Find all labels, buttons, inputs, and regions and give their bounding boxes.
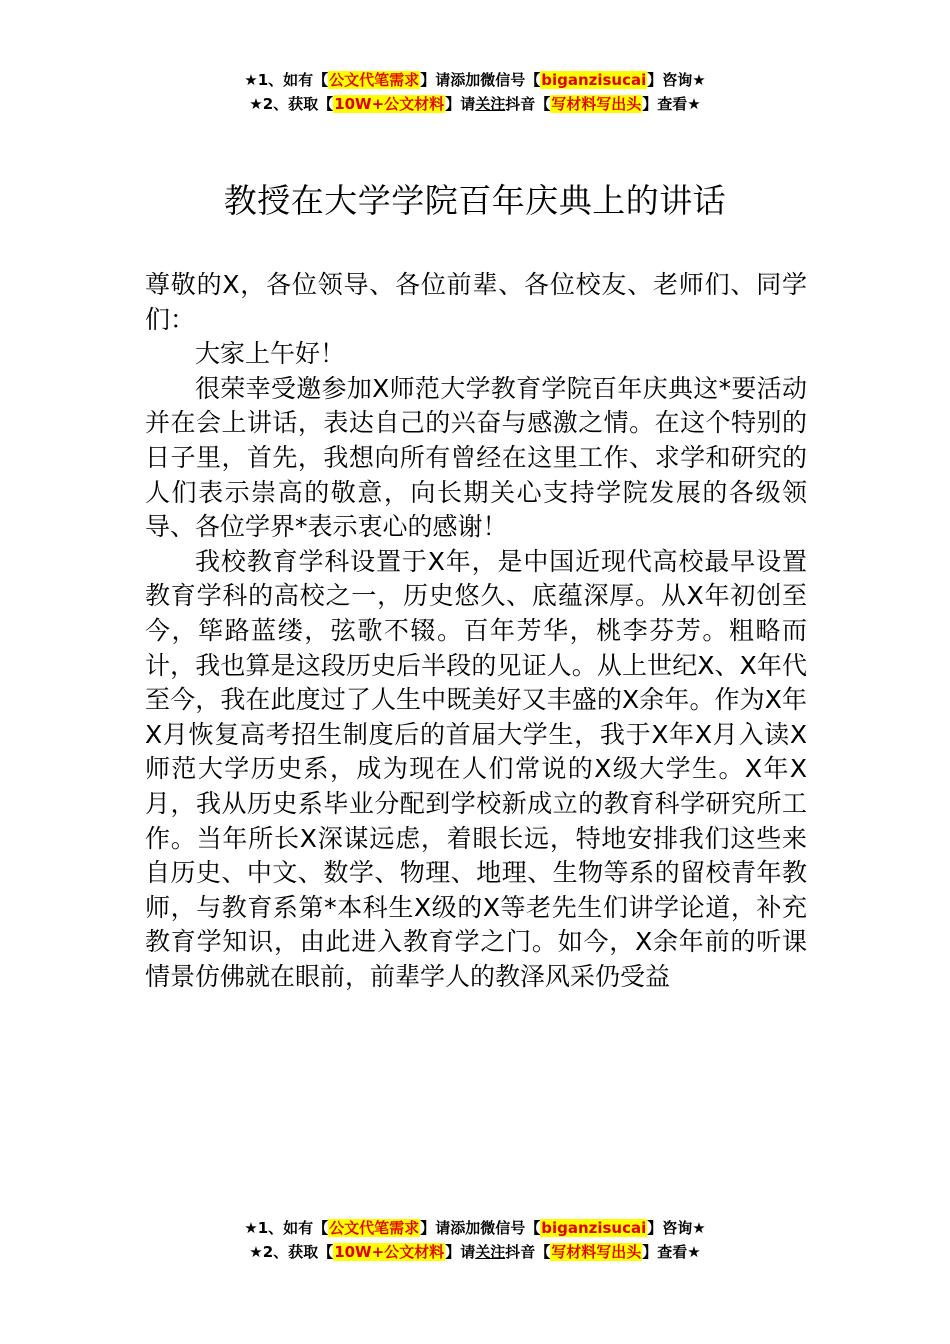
banner-text: 】咨询★: [647, 1219, 706, 1237]
greeting: 大家上午好！: [195, 339, 346, 369]
banner-highlight: 公文代笔需求: [329, 71, 420, 89]
banner-text: 抖音【: [505, 95, 551, 113]
banner-highlight: 公文代笔需求: [329, 1219, 420, 1237]
banner-line-2: [0, 92, 950, 116]
banner-text: ★1、如有【: [244, 71, 329, 89]
banner-text: 】查看★: [642, 1243, 701, 1261]
banner-text: ★2、获取【: [249, 95, 334, 113]
banner-text: 】请: [445, 1243, 476, 1261]
banner-highlight: biganzisucai: [541, 1219, 647, 1237]
document-title: 教授在大学学院百年庆典上的讲话: [223, 181, 727, 220]
banner-highlight: 10W+公文材料: [334, 1243, 445, 1261]
paragraph-1: 很荣幸受邀参加X师范大学教育学院百年庆典这*要活动并在会上讲话，表达自己的兴奋与感激之情。在这个特别的日子里，首先，我想向所有曾经在这里工作、求学和研究的人们表示崇高的敬意，向长期关心支持学院发展的各级领导、各位学界*表示衷心的感谢！: [145, 373, 807, 542]
banner-line-2: [0, 1240, 950, 1264]
banner-text: 】请添加微信号【: [420, 71, 541, 89]
banner-highlight: 10W+公文材料: [334, 95, 445, 113]
banner-highlight: biganzisucai: [541, 71, 647, 89]
footer-banner: [0, 1216, 950, 1264]
banner-underlined-text: 关注: [475, 1243, 506, 1261]
banner-highlight: 写材料写出头: [551, 95, 642, 113]
salutation: 尊敬的X，各位领导、各位前辈、各位校友、老师们、同学们：: [145, 270, 807, 334]
paragraph-2: 我校教育学科设置于X年，是中国近现代高校最早设置教育学科的高校之一，历史悠久、底蕴深厚。从X年初创至今，筚路蓝缕，弦歌不辍。百年芳华，桃李芬芳。粗略而计，我也算是这段历史后半段的见证人。从上世纪X、X年代至今，我在此度过了人生中既美好又丰盛的X余年。作为X年X月恢复高考招生制度后的首届大学生，我于X年X月入读X师范大学历史系，成为现在人们常说的X级大学生。X年X月，我从历史系毕业分配到学校新成立的教育科学研究所工作。当年所长X深谋远虑，着眼长远，特地安排我们这些来自历史、中文、数学、物理、地理、生物等系的留校青年教师，与教育系第*本科生X级的X等老先生们讲学论道，补充教育学知识，由此进入教育学之门。如今，X余年前的听课情景仿佛就在眼前，前辈学人的教泽风采仍受益: [145, 546, 807, 991]
banner-line-1: [0, 1216, 950, 1240]
document-body: [145, 268, 807, 994]
banner-highlight: 写材料写出头: [551, 1243, 642, 1261]
banner-text: 抖音【: [505, 1243, 551, 1261]
banner-text: 】请添加微信号【: [420, 1219, 541, 1237]
banner-text: ★1、如有【: [244, 1219, 329, 1237]
banner-text: 】查看★: [642, 95, 701, 113]
banner-text: 】咨询★: [647, 71, 706, 89]
banner-text: ★2、获取【: [249, 1243, 334, 1261]
header-banner: [0, 68, 950, 116]
banner-underlined-text: 关注: [475, 95, 506, 113]
banner-line-1: [0, 68, 950, 92]
banner-text: 】请: [445, 95, 476, 113]
